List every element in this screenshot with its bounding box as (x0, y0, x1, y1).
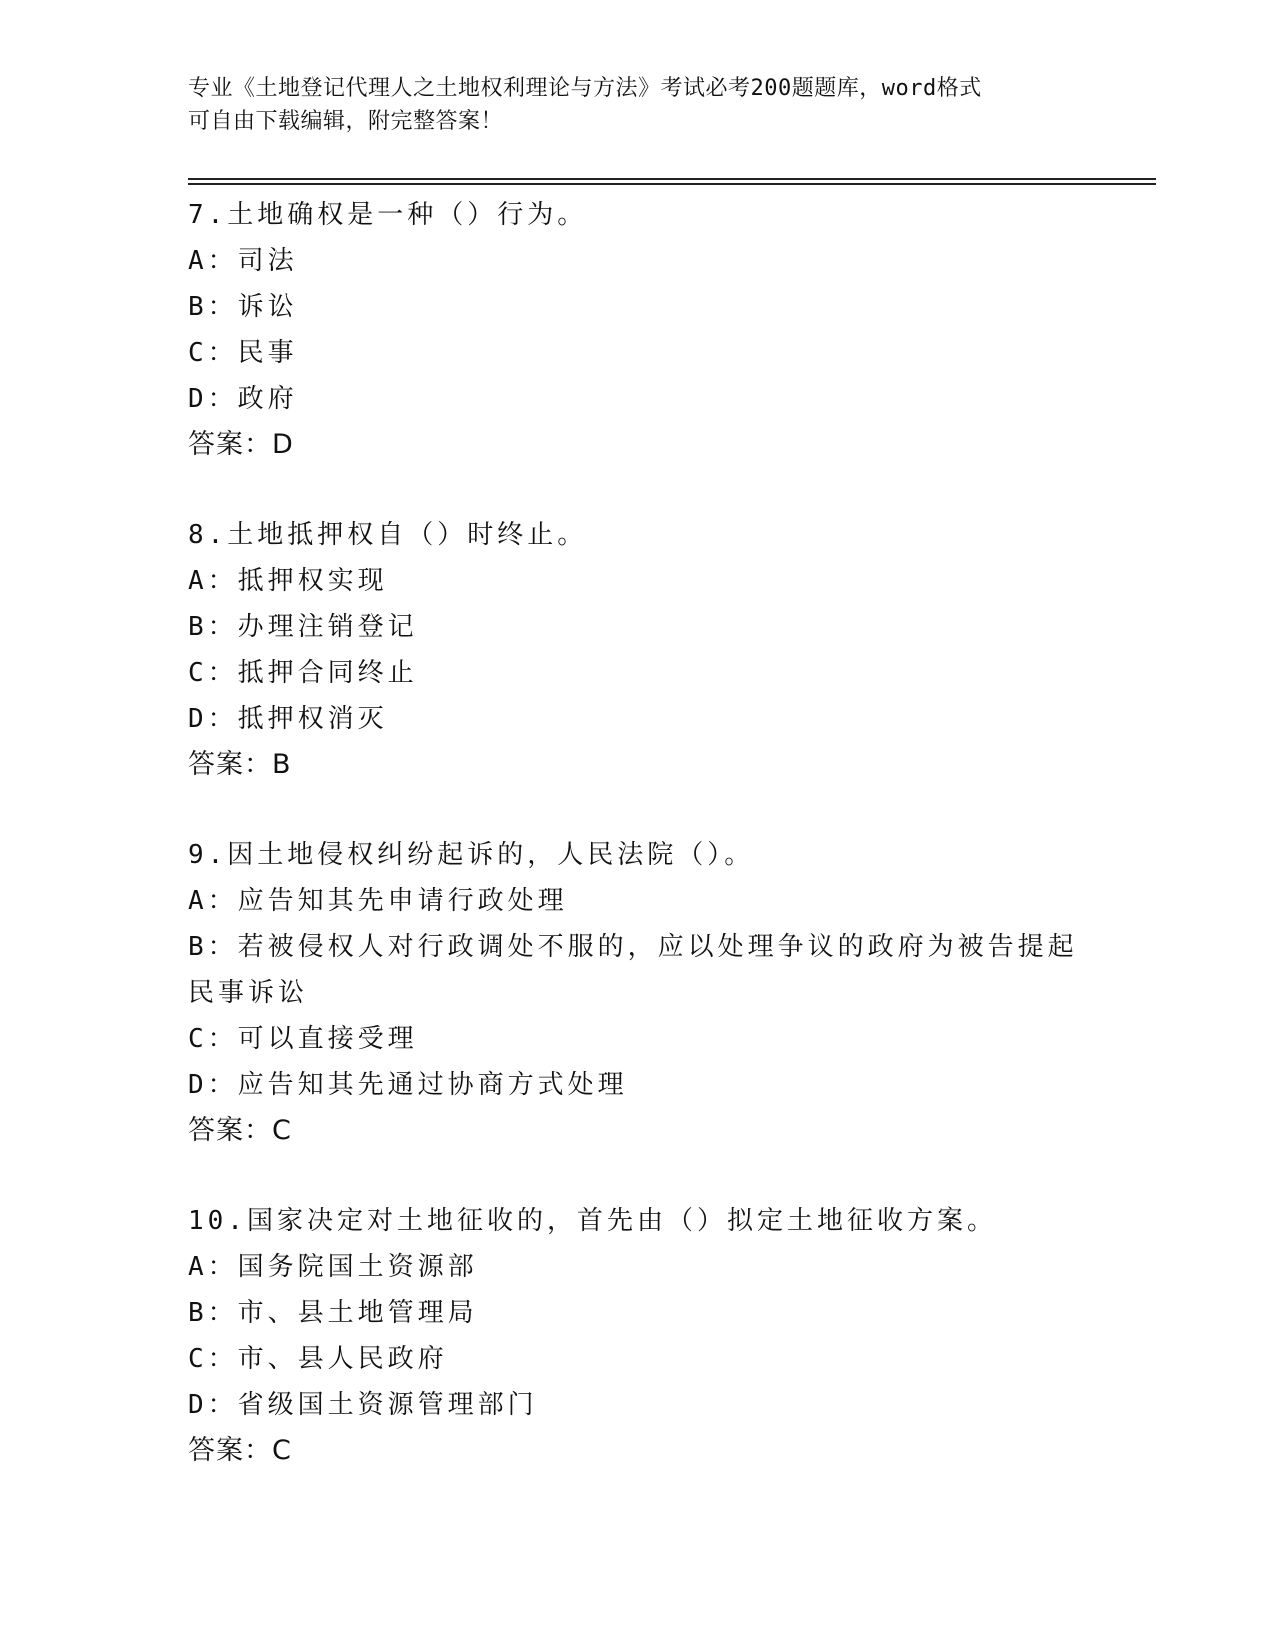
option-d: D：应告知其先通过协商方式处理 (188, 1070, 628, 1100)
option-c: C：民事 (188, 338, 298, 368)
option-d: D：省级国土资源管理部门 (188, 1390, 538, 1420)
option-d: D：政府 (188, 384, 298, 414)
question-stem: 9.因土地侵权纠纷起诉的，人民法院（）。 (188, 840, 755, 870)
option-b: B：诉讼 (188, 292, 298, 322)
option-a: A：司法 (188, 246, 298, 276)
header-line-2: 可自由下载编辑，附完整答案！ (188, 109, 504, 134)
question-stem: 7.土地确权是一种（）行为。 (188, 200, 588, 230)
question-8 (188, 512, 1088, 788)
option-a: A：国务院国土资源部 (188, 1252, 478, 1282)
header-divider-bottom (188, 183, 1156, 185)
question-7 (188, 192, 1088, 468)
question-9 (188, 832, 1088, 1154)
option-a: A：抵押权实现 (188, 566, 388, 596)
option-b: B：办理注销登记 (188, 612, 418, 642)
question-list (188, 192, 1088, 1518)
answer-line: 答案：C (188, 1435, 292, 1466)
answer-line: 答案：D (188, 429, 294, 460)
document-header (188, 72, 1068, 138)
option-b: B：市、县土地管理局 (188, 1298, 478, 1328)
option-c: C：市、县人民政府 (188, 1344, 448, 1374)
question-stem: 8.土地抵押权自（）时终止。 (188, 520, 588, 550)
option-c: C：可以直接受理 (188, 1024, 418, 1054)
answer-line: 答案：C (188, 1115, 292, 1146)
question-stem: 10.国家决定对土地征收的，首先由（）拟定土地征收方案。 (188, 1206, 997, 1236)
answer-line: 答案：B (188, 749, 292, 780)
option-a: A：应告知其先申请行政处理 (188, 886, 568, 916)
header-divider-top (188, 178, 1156, 180)
question-10 (188, 1198, 1088, 1474)
option-b: B：若被侵权人对行政调处不服的，应以处理争议的政府为被告提起民事诉讼 (188, 932, 1078, 1008)
header-line-1: 专业《土地登记代理人之土地权利理论与方法》考试必考200题题库，word格式 (188, 76, 982, 101)
option-d: D：抵押权消灭 (188, 704, 388, 734)
option-c: C：抵押合同终止 (188, 658, 418, 688)
